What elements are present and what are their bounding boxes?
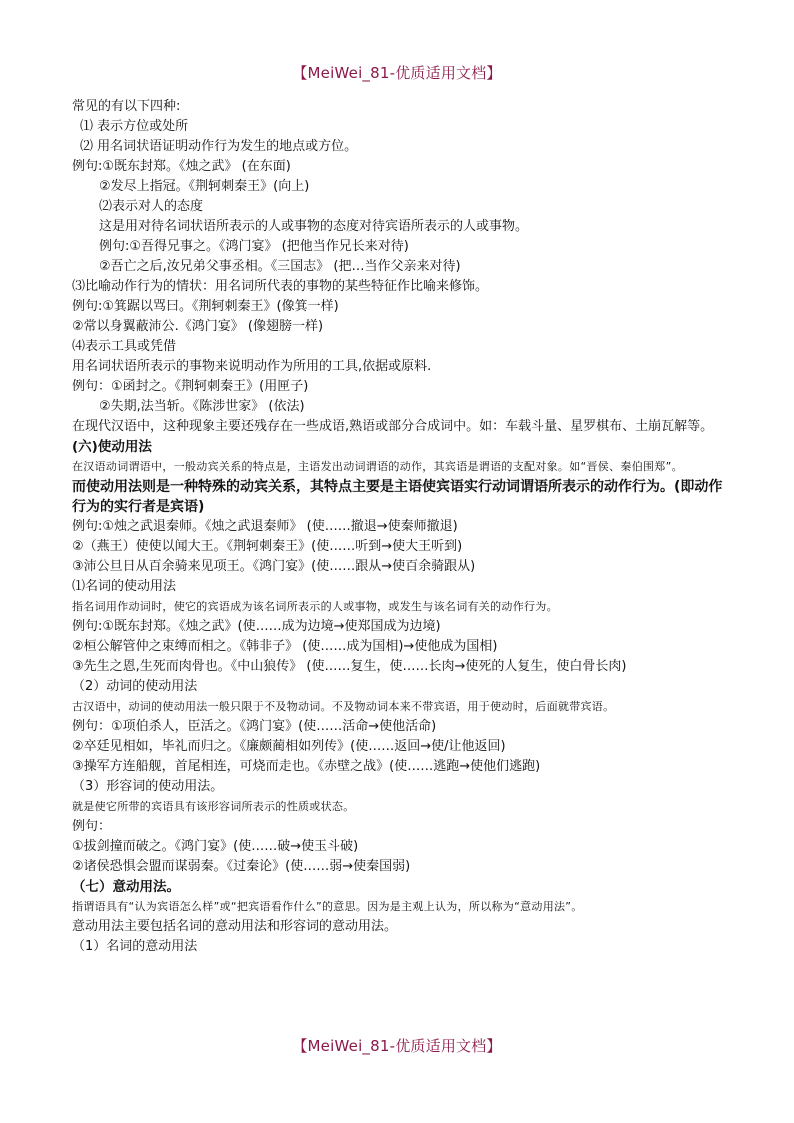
bold-definition: 而使动用法则是一种特殊的动宾关系，其特点主要是主语使宾语实行动词谓语所表示的动作行为。(即动作行为的实行者是宾语) — [72, 479, 723, 515]
example-line: ③沛公旦日从百余骑来见项王。《鸿门宴》(使……跟从→使百余骑跟从) — [72, 559, 476, 574]
example-line: ③先生之恩,生死而肉骨也。《中山狼传》 (使……复生，使……长肉→使死的人复生，使白骨长肉) — [72, 659, 627, 674]
document-body — [72, 97, 732, 957]
example-line: ②常以身翼蔽沛公.《鸿门宴》 (像翅膀一样) — [72, 319, 324, 334]
example-line: 例句:①箕踞以骂曰。《荆轲刺秦王》(像箕一样) — [72, 299, 339, 314]
body-paragraph: 在现代汉语中，这种现象主要还残存在一些成语,熟语或部分合成词中。如：车载斗量、星罗棋布、土崩瓦解等。 — [72, 419, 714, 434]
example-line: ②发尽上指冠。《荆轲刺秦王》(向上) — [99, 179, 310, 194]
example-line: ②诸侯恐惧会盟而谋弱秦。《过秦论》(使……弱→使秦国弱) — [72, 859, 411, 874]
sub-heading: ⑷表示工具或凭借 — [72, 339, 177, 354]
definition-note: 古汉语中，动词的使动用法一般只限于不及物动词。不及物动词本来不带宾语，用于使动时，后面就带宾语。 — [72, 700, 615, 713]
example-line: 例句:①吾得兄事之。《鸿门宴》 (把他当作兄长来对待) — [99, 239, 409, 254]
example-label: 例句： — [72, 819, 112, 834]
example-line: ②吾亡之后,汝兄弟父事丞相。《三国志》 (把…当作父亲来对待) — [99, 259, 461, 274]
body-line: 这是用对待名词状语所表示的人或事物的态度对待宾语所表示的人或事物。 — [99, 219, 529, 234]
definition-note: 在汉语动词谓语中，一般动宾关系的特点是，主语发出动词谓语的动作，其宾语是谓语的支配对象。如“晋侯、秦伯围郑”。 — [72, 460, 683, 473]
section-heading-causative: (六)使动用法 — [72, 439, 152, 455]
example-line: 例句：①函封之。《荆轲刺秦王》(用匣子) — [72, 379, 309, 394]
sub-heading: （3）形容词的使动用法。 — [72, 779, 224, 794]
example-line: 例句:①烛之武退秦师。《烛之武退秦师》 (使……撤退→使秦师撤退) — [72, 519, 458, 534]
page-header: 【MeiWei_81-优质适用文档】 — [292, 64, 502, 82]
body-line: 意动用法主要包括名词的意动用法和形容词的意动用法。 — [72, 919, 398, 934]
example-line: ①拔剑撞而破之。《鸿门宴》(使……破→使玉斗破) — [72, 839, 359, 854]
definition-note: 就是使它所带的宾语具有该形容词所表示的性质或状态。 — [72, 800, 355, 813]
list-item: ⑵ 用名词状语证明动作行为发生的地点或方位。 — [80, 139, 358, 154]
example-line: 例句:①既东封郑。《烛之武》 (在东面) — [72, 159, 291, 174]
sub-heading: （1）名词的意动用法 — [72, 939, 198, 954]
sub-heading: （2）动词的使动用法 — [72, 679, 198, 694]
example-line: ②（燕王）使使以闻大王。《荆轲刺秦王》(使……听到→使大王听到) — [72, 539, 463, 554]
page-footer: 【MeiWei_81-优质适用文档】 — [292, 1037, 502, 1055]
example-line: ③操军方连船舰，首尾相连，可烧而走也。《赤壁之战》(使……逃跑→使他们逃跑) — [72, 759, 541, 774]
example-line: 例句:①既东封郑。《烛之武》(使……成为边境→使郑国成为边境) — [72, 619, 441, 634]
example-line: ②桓公解管仲之束缚而相之。《韩非子》 (使……成为国相)→使他成为国相) — [72, 639, 498, 654]
definition-note: 指谓语具有“认为宾语怎么样”或“把宾语看作什么”的意思。因为是主观上认为，所以称为“意动用法”。 — [72, 900, 583, 913]
example-line: 例句：①项伯杀人，臣活之。《鸿门宴》(使……活命→使他活命) — [72, 719, 437, 734]
example-line: ②卒廷见相如，毕礼而归之。《廉颇蔺相如列传》(使……返回→使/让他返回) — [72, 739, 506, 754]
sub-heading: ⑶比喻动作行为的情状：用名词所代表的事物的某些特征作比喻来修饰。 — [72, 279, 489, 294]
section-heading-putative: （七）意动用法。 — [72, 879, 180, 895]
body-line: 用名词状语所表示的事物来说明动作为所用的工具,依据或原料. — [72, 359, 432, 374]
definition-note: 指名词用作动词时，使它的宾语成为该名词所表示的人或事物，或发生与该名词有关的动作行为。 — [72, 600, 558, 613]
list-item: ⑴ 表示方位或处所 — [80, 119, 189, 134]
sub-heading: ⑵表示对人的态度 — [99, 199, 204, 214]
sub-heading: ⑴名词的使动用法 — [72, 579, 177, 594]
intro-line: 常见的有以下四种: — [72, 99, 181, 114]
example-line: ②失期,法当斩。《陈涉世家》 (依法) — [99, 399, 305, 414]
